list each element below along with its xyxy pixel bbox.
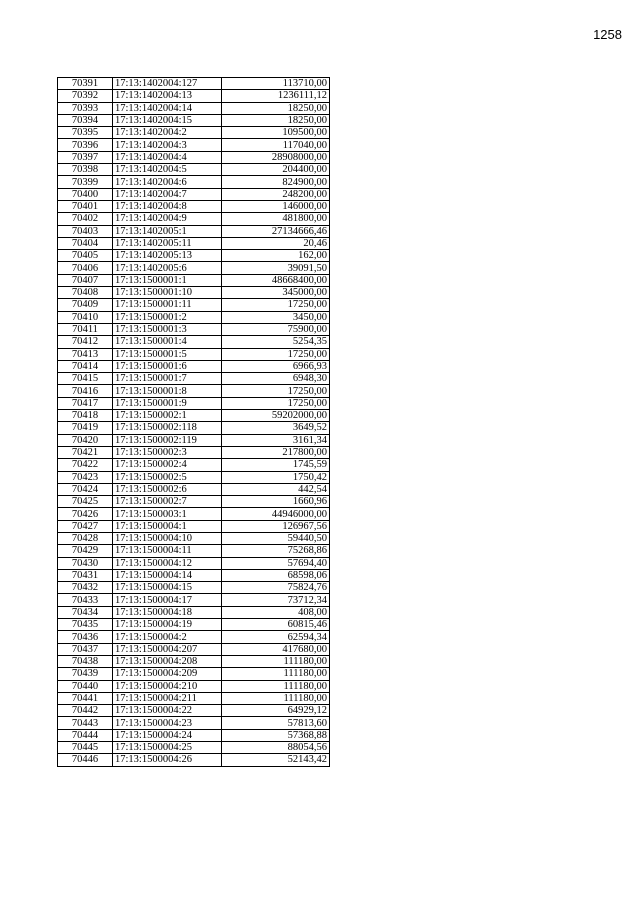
table-row bbox=[58, 520, 330, 532]
cadastral-number-cell: 17:13:1402004:15 bbox=[113, 114, 222, 126]
cadastral-number-cell: 17:13:1500004:26 bbox=[113, 754, 222, 766]
cadastral-number-cell: 17:13:1500004:1 bbox=[113, 520, 222, 532]
table-row bbox=[58, 594, 330, 606]
cadastral-value-cell: 442,54 bbox=[222, 483, 330, 495]
cadastral-value-cell: 57813,60 bbox=[222, 717, 330, 729]
cadastral-value-cell: 1236111,12 bbox=[222, 90, 330, 102]
cadastral-number-cell: 17:13:1402005:6 bbox=[113, 262, 222, 274]
cadastral-value-cell: 146000,00 bbox=[222, 200, 330, 212]
table-row bbox=[58, 360, 330, 372]
cadastral-value-cell: 204400,00 bbox=[222, 164, 330, 176]
cadastral-value-cell: 39091,50 bbox=[222, 262, 330, 274]
table-row bbox=[58, 397, 330, 409]
row-number-cell: 70445 bbox=[58, 742, 113, 754]
table-row bbox=[58, 410, 330, 422]
cadastral-number-cell: 17:13:1500002:3 bbox=[113, 446, 222, 458]
table-row bbox=[58, 668, 330, 680]
cadastral-number-cell: 17:13:1500003:1 bbox=[113, 508, 222, 520]
row-number-cell: 70411 bbox=[58, 323, 113, 335]
row-number-cell: 70399 bbox=[58, 176, 113, 188]
cadastral-value-cell: 75268,86 bbox=[222, 545, 330, 557]
table-row bbox=[58, 606, 330, 618]
cadastral-number-cell: 17:13:1402005:11 bbox=[113, 237, 222, 249]
row-number-cell: 70424 bbox=[58, 483, 113, 495]
table-row bbox=[58, 274, 330, 286]
cadastral-value-cell: 111180,00 bbox=[222, 680, 330, 692]
cadastral-number-cell: 17:13:1402004:3 bbox=[113, 139, 222, 151]
table-row bbox=[58, 729, 330, 741]
row-number-cell: 70421 bbox=[58, 446, 113, 458]
row-number-cell: 70415 bbox=[58, 373, 113, 385]
cadastral-number-cell: 17:13:1402004:8 bbox=[113, 200, 222, 212]
row-number-cell: 70408 bbox=[58, 287, 113, 299]
cadastral-number-cell: 17:13:1500004:18 bbox=[113, 606, 222, 618]
cadastral-value-cell: 64929,12 bbox=[222, 705, 330, 717]
table-row bbox=[58, 114, 330, 126]
row-number-cell: 70413 bbox=[58, 348, 113, 360]
row-number-cell: 70429 bbox=[58, 545, 113, 557]
cadastral-value-cell: 68598,06 bbox=[222, 569, 330, 581]
row-number-cell: 70436 bbox=[58, 631, 113, 643]
cadastral-value-cell: 111180,00 bbox=[222, 668, 330, 680]
cadastral-number-cell: 17:13:1500004:14 bbox=[113, 569, 222, 581]
cadastral-number-cell: 17:13:1500004:19 bbox=[113, 619, 222, 631]
table-row bbox=[58, 299, 330, 311]
cadastral-value-cell: 6948,30 bbox=[222, 373, 330, 385]
row-number-cell: 70441 bbox=[58, 692, 113, 704]
row-number-cell: 70403 bbox=[58, 225, 113, 237]
row-number-cell: 70394 bbox=[58, 114, 113, 126]
cadastral-value-cell: 48668400,00 bbox=[222, 274, 330, 286]
table-row bbox=[58, 151, 330, 163]
table-row bbox=[58, 225, 330, 237]
cadastral-number-cell: 17:13:1500001:8 bbox=[113, 385, 222, 397]
cadastral-number-cell: 17:13:1500002:6 bbox=[113, 483, 222, 495]
cadastral-value-cell: 3450,00 bbox=[222, 311, 330, 323]
cadastral-number-cell: 17:13:1500004:17 bbox=[113, 594, 222, 606]
cadastral-value-cell: 75824,76 bbox=[222, 582, 330, 594]
cadastral-value-cell: 27134666,46 bbox=[222, 225, 330, 237]
cadastral-value-cell: 75900,00 bbox=[222, 323, 330, 335]
cadastral-value-cell: 1660,96 bbox=[222, 496, 330, 508]
row-number-cell: 70414 bbox=[58, 360, 113, 372]
cadastral-number-cell: 17:13:1500001:9 bbox=[113, 397, 222, 409]
cadastral-number-cell: 17:13:1500004:25 bbox=[113, 742, 222, 754]
cadastral-value-cell: 3649,52 bbox=[222, 422, 330, 434]
table-row bbox=[58, 545, 330, 557]
row-number-cell: 70435 bbox=[58, 619, 113, 631]
cadastral-number-cell: 17:13:1500004:209 bbox=[113, 668, 222, 680]
cadastral-number-cell: 17:13:1500004:24 bbox=[113, 729, 222, 741]
table-row bbox=[58, 742, 330, 754]
cadastral-value-cell: 481800,00 bbox=[222, 213, 330, 225]
cadastral-value-cell: 28908000,00 bbox=[222, 151, 330, 163]
cadastral-value-cell: 88054,56 bbox=[222, 742, 330, 754]
row-number-cell: 70406 bbox=[58, 262, 113, 274]
row-number-cell: 70444 bbox=[58, 729, 113, 741]
cadastral-number-cell: 17:13:1500001:5 bbox=[113, 348, 222, 360]
cadastral-value-cell: 5254,35 bbox=[222, 336, 330, 348]
cadastral-number-cell: 17:13:1500002:5 bbox=[113, 471, 222, 483]
cadastral-value-cell: 17250,00 bbox=[222, 348, 330, 360]
records-table-body bbox=[58, 78, 330, 767]
cadastral-number-cell: 17:13:1500001:10 bbox=[113, 287, 222, 299]
cadastral-value-cell: 44946000,00 bbox=[222, 508, 330, 520]
cadastral-value-cell: 217800,00 bbox=[222, 446, 330, 458]
cadastral-value-cell: 62594,34 bbox=[222, 631, 330, 643]
table-row bbox=[58, 459, 330, 471]
cadastral-value-cell: 109500,00 bbox=[222, 127, 330, 139]
cadastral-value-cell: 17250,00 bbox=[222, 397, 330, 409]
cadastral-number-cell: 17:13:1402004:14 bbox=[113, 102, 222, 114]
row-number-cell: 70391 bbox=[58, 78, 113, 90]
cadastral-value-cell: 3161,34 bbox=[222, 434, 330, 446]
row-number-cell: 70426 bbox=[58, 508, 113, 520]
table-row bbox=[58, 200, 330, 212]
table-row bbox=[58, 422, 330, 434]
row-number-cell: 70442 bbox=[58, 705, 113, 717]
row-number-cell: 70430 bbox=[58, 557, 113, 569]
table-row bbox=[58, 643, 330, 655]
cadastral-value-cell: 111180,00 bbox=[222, 692, 330, 704]
row-number-cell: 70398 bbox=[58, 164, 113, 176]
table-row bbox=[58, 619, 330, 631]
row-number-cell: 70392 bbox=[58, 90, 113, 102]
table-row bbox=[58, 496, 330, 508]
cadastral-value-cell: 59440,50 bbox=[222, 532, 330, 544]
table-row bbox=[58, 213, 330, 225]
cadastral-number-cell: 17:13:1500001:1 bbox=[113, 274, 222, 286]
cadastral-number-cell: 17:13:1402004:9 bbox=[113, 213, 222, 225]
row-number-cell: 70427 bbox=[58, 520, 113, 532]
row-number-cell: 70401 bbox=[58, 200, 113, 212]
cadastral-value-cell: 59202000,00 bbox=[222, 410, 330, 422]
row-number-cell: 70440 bbox=[58, 680, 113, 692]
cadastral-value-cell: 162,00 bbox=[222, 250, 330, 262]
cadastral-number-cell: 17:13:1500004:11 bbox=[113, 545, 222, 557]
cadastral-number-cell: 17:13:1500001:3 bbox=[113, 323, 222, 335]
cadastral-value-cell: 52143,42 bbox=[222, 754, 330, 766]
cadastral-number-cell: 17:13:1402004:6 bbox=[113, 176, 222, 188]
cadastral-value-cell: 113710,00 bbox=[222, 78, 330, 90]
table-row bbox=[58, 348, 330, 360]
cadastral-value-cell: 17250,00 bbox=[222, 385, 330, 397]
cadastral-value-cell: 417680,00 bbox=[222, 643, 330, 655]
row-number-cell: 70418 bbox=[58, 410, 113, 422]
cadastral-number-cell: 17:13:1500004:208 bbox=[113, 655, 222, 667]
table-row bbox=[58, 631, 330, 643]
row-number-cell: 70419 bbox=[58, 422, 113, 434]
row-number-cell: 70402 bbox=[58, 213, 113, 225]
table-row bbox=[58, 237, 330, 249]
cadastral-value-cell: 111180,00 bbox=[222, 655, 330, 667]
table-row bbox=[58, 373, 330, 385]
row-number-cell: 70425 bbox=[58, 496, 113, 508]
row-number-cell: 70396 bbox=[58, 139, 113, 151]
row-number-cell: 70438 bbox=[58, 655, 113, 667]
row-number-cell: 70410 bbox=[58, 311, 113, 323]
table-row bbox=[58, 287, 330, 299]
table-row bbox=[58, 336, 330, 348]
cadastral-number-cell: 17:13:1402004:5 bbox=[113, 164, 222, 176]
table-row bbox=[58, 311, 330, 323]
cadastral-number-cell: 17:13:1402004:4 bbox=[113, 151, 222, 163]
table-row bbox=[58, 569, 330, 581]
row-number-cell: 70417 bbox=[58, 397, 113, 409]
cadastral-number-cell: 17:13:1500001:4 bbox=[113, 336, 222, 348]
cadastral-value-cell: 1745,59 bbox=[222, 459, 330, 471]
table-row bbox=[58, 582, 330, 594]
row-number-cell: 70409 bbox=[58, 299, 113, 311]
cadastral-value-cell: 117040,00 bbox=[222, 139, 330, 151]
table-row bbox=[58, 655, 330, 667]
table-row bbox=[58, 483, 330, 495]
table-row bbox=[58, 680, 330, 692]
table-row bbox=[58, 250, 330, 262]
table-row bbox=[58, 78, 330, 90]
records-table bbox=[57, 77, 330, 767]
row-number-cell: 70423 bbox=[58, 471, 113, 483]
cadastral-value-cell: 408,00 bbox=[222, 606, 330, 618]
row-number-cell: 70420 bbox=[58, 434, 113, 446]
cadastral-number-cell: 17:13:1500004:23 bbox=[113, 717, 222, 729]
cadastral-number-cell: 17:13:1500002:119 bbox=[113, 434, 222, 446]
table-row bbox=[58, 532, 330, 544]
table-row bbox=[58, 127, 330, 139]
cadastral-value-cell: 1750,42 bbox=[222, 471, 330, 483]
table-row bbox=[58, 90, 330, 102]
cadastral-value-cell: 6966,93 bbox=[222, 360, 330, 372]
table-row bbox=[58, 102, 330, 114]
cadastral-number-cell: 17:13:1500004:15 bbox=[113, 582, 222, 594]
cadastral-number-cell: 17:13:1402005:13 bbox=[113, 250, 222, 262]
cadastral-number-cell: 17:13:1500002:4 bbox=[113, 459, 222, 471]
row-number-cell: 70431 bbox=[58, 569, 113, 581]
row-number-cell: 70405 bbox=[58, 250, 113, 262]
table-row bbox=[58, 434, 330, 446]
row-number-cell: 70437 bbox=[58, 643, 113, 655]
cadastral-number-cell: 17:13:1500002:118 bbox=[113, 422, 222, 434]
row-number-cell: 70428 bbox=[58, 532, 113, 544]
row-number-cell: 70416 bbox=[58, 385, 113, 397]
table-row bbox=[58, 385, 330, 397]
cadastral-value-cell: 18250,00 bbox=[222, 114, 330, 126]
row-number-cell: 70393 bbox=[58, 102, 113, 114]
cadastral-value-cell: 57368,88 bbox=[222, 729, 330, 741]
row-number-cell: 70446 bbox=[58, 754, 113, 766]
table-row bbox=[58, 164, 330, 176]
cadastral-value-cell: 17250,00 bbox=[222, 299, 330, 311]
row-number-cell: 70407 bbox=[58, 274, 113, 286]
row-number-cell: 70404 bbox=[58, 237, 113, 249]
table-row bbox=[58, 262, 330, 274]
table-row bbox=[58, 139, 330, 151]
table-row bbox=[58, 323, 330, 335]
cadastral-number-cell: 17:13:1402004:2 bbox=[113, 127, 222, 139]
cadastral-number-cell: 17:13:1500002:1 bbox=[113, 410, 222, 422]
row-number-cell: 70439 bbox=[58, 668, 113, 680]
cadastral-number-cell: 17:13:1500004:22 bbox=[113, 705, 222, 717]
cadastral-number-cell: 17:13:1402005:1 bbox=[113, 225, 222, 237]
row-number-cell: 70434 bbox=[58, 606, 113, 618]
cadastral-number-cell: 17:13:1500004:210 bbox=[113, 680, 222, 692]
table-row bbox=[58, 692, 330, 704]
table-row bbox=[58, 188, 330, 200]
row-number-cell: 70443 bbox=[58, 717, 113, 729]
row-number-cell: 70412 bbox=[58, 336, 113, 348]
cadastral-number-cell: 17:13:1500004:211 bbox=[113, 692, 222, 704]
cadastral-value-cell: 18250,00 bbox=[222, 102, 330, 114]
cadastral-number-cell: 17:13:1500001:2 bbox=[113, 311, 222, 323]
cadastral-number-cell: 17:13:1500004:10 bbox=[113, 532, 222, 544]
cadastral-number-cell: 17:13:1500001:7 bbox=[113, 373, 222, 385]
cadastral-number-cell: 17:13:1402004:127 bbox=[113, 78, 222, 90]
cadastral-number-cell: 17:13:1500004:207 bbox=[113, 643, 222, 655]
table-row bbox=[58, 446, 330, 458]
cadastral-value-cell: 57694,40 bbox=[222, 557, 330, 569]
row-number-cell: 70422 bbox=[58, 459, 113, 471]
table-row bbox=[58, 508, 330, 520]
cadastral-value-cell: 60815,46 bbox=[222, 619, 330, 631]
cadastral-value-cell: 345000,00 bbox=[222, 287, 330, 299]
cadastral-value-cell: 824900,00 bbox=[222, 176, 330, 188]
row-number-cell: 70397 bbox=[58, 151, 113, 163]
row-number-cell: 70433 bbox=[58, 594, 113, 606]
cadastral-value-cell: 126967,56 bbox=[222, 520, 330, 532]
cadastral-number-cell: 17:13:1500002:7 bbox=[113, 496, 222, 508]
table-row bbox=[58, 705, 330, 717]
row-number-cell: 70400 bbox=[58, 188, 113, 200]
table-row bbox=[58, 717, 330, 729]
cadastral-value-cell: 248200,00 bbox=[222, 188, 330, 200]
table-row bbox=[58, 471, 330, 483]
cadastral-number-cell: 17:13:1402004:13 bbox=[113, 90, 222, 102]
row-number-cell: 70395 bbox=[58, 127, 113, 139]
row-number-cell: 70432 bbox=[58, 582, 113, 594]
cadastral-value-cell: 20,46 bbox=[222, 237, 330, 249]
cadastral-number-cell: 17:13:1500001:6 bbox=[113, 360, 222, 372]
cadastral-value-cell: 73712,34 bbox=[222, 594, 330, 606]
cadastral-number-cell: 17:13:1402004:7 bbox=[113, 188, 222, 200]
cadastral-number-cell: 17:13:1500004:2 bbox=[113, 631, 222, 643]
cadastral-number-cell: 17:13:1500001:11 bbox=[113, 299, 222, 311]
table-row bbox=[58, 557, 330, 569]
table-row bbox=[58, 754, 330, 766]
table-row bbox=[58, 176, 330, 188]
page-number: 1258 bbox=[593, 27, 622, 42]
cadastral-number-cell: 17:13:1500004:12 bbox=[113, 557, 222, 569]
